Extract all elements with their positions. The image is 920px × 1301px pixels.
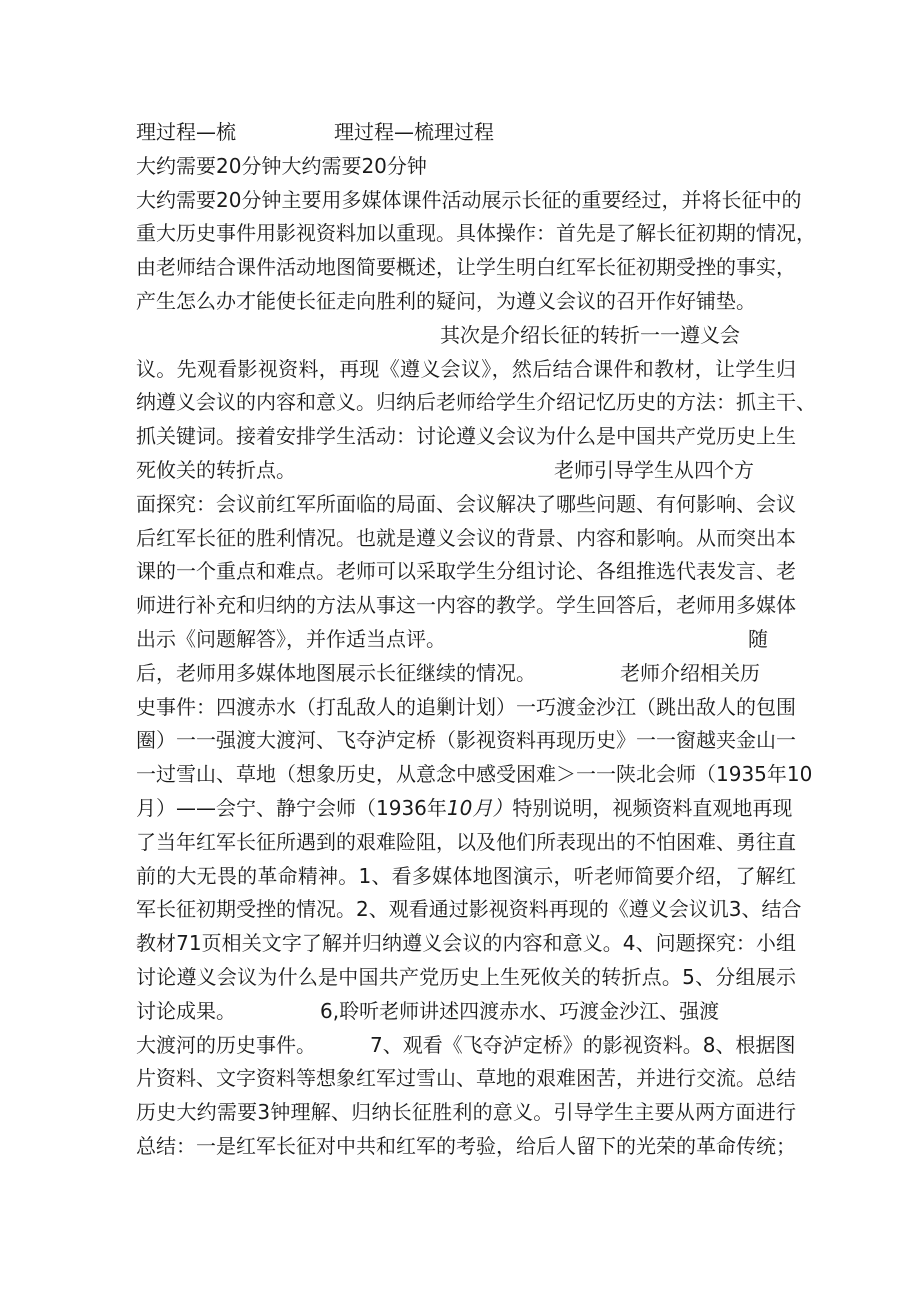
text-line: 面探究：会议前红军所面临的局面、会议解决了哪些问题、有何影响、会议 (136, 491, 796, 516)
text-line (136, 1029, 796, 1063)
text-part: 特别说明，视频资料直观地再现 (512, 795, 793, 820)
text-line: 教材71页相关文字了解并归纳遵义会议的内容和意义。4、问题探究：小组 (136, 931, 796, 956)
text-line: 历史大约需要3钟理解、归纳长征胜利的意义。引导学生主要从两方面进行 (136, 1100, 796, 1125)
text-line: 大约需要20分钟大约需要20分钟 (136, 153, 427, 178)
text-line: 了当年红军长征所遇到的艰难险阻，以及他们所表现出的不怕困难、勇往直 (136, 829, 796, 854)
text-segment: 大渡河的历史事件。 (136, 1032, 316, 1057)
text-line: 后红军长征的胜利情况。也就是遵义会议的背景、内容和影响。从而突出本 (136, 525, 796, 550)
text-segment: 7、观看《飞夺泸定桥》的影视资料。8、根据图 (370, 1032, 796, 1057)
text-line: 重大历史事件用影视资料加以重现。具体操作：首先是了解长征初期的情况， (136, 221, 816, 246)
text-line (136, 319, 796, 353)
text-segment: 讨论成果。 (136, 998, 236, 1023)
text-line: 议。先观看影视资料，再现《遵义会议》，然后结合课件和教材，让学生归 (136, 356, 796, 381)
text-line: 总结：一是红军长征对中共和红军的考验，给后人留下的光荣的革命传统； (136, 1133, 796, 1158)
text-line: 前的大无畏的革命精神。1、看多媒体地图演示，听老师简要介绍，了解红 (136, 863, 796, 888)
text-segment: 理过程—梳 (136, 120, 236, 144)
text-line: 讨论遵义会议为什么是中国共产党历史上生死攸关的转折点。5、分组展示 (136, 964, 796, 989)
text-line: 纳遵义会议的内容和意义。归纳后老师给学生介绍记忆历史的方法：抓主干、 (136, 390, 816, 415)
text-line (136, 995, 796, 1029)
text-line: 一过雪山、草地（想象历史，从意念中感受困难＞一一陕北会师（1935年10 (136, 762, 813, 787)
text-segment: 死攸关的转折点。 (136, 457, 296, 482)
text-segment: 理过程—梳理过程 (334, 120, 494, 144)
italic-date: 10月） (446, 795, 513, 820)
text-line: 片资料、文字资料等想象红军过雪山、草地的艰难困苦，并进行交流。总结 (136, 1066, 796, 1091)
text-segment: 老师引导学生从四个方 (554, 457, 754, 482)
text-line: 抓关键词。接着安排学生活动：讨论遵义会议为什么是中国共产党历史上生 (136, 424, 796, 449)
text-line: 课的一个重点和难点。老师可以采取学生分组讨论、各组推选代表发言、老 (136, 559, 796, 584)
text-line: 史事件：四渡赤水（打乱敌人的追剿计划）一巧渡金沙江（跳出敌人的包围 (136, 694, 796, 719)
text-segment: 后，老师用多媒体地图展示长征继续的情况。 (136, 660, 536, 685)
text-line (136, 116, 796, 150)
text-line: 师进行补充和归纳的方法从事这一内容的教学。学生回答后，老师用多媒体 (136, 593, 796, 618)
text-line (136, 657, 796, 691)
text-line (136, 623, 796, 657)
text-segment: 老师介绍相关历 (620, 660, 760, 685)
text-segment (136, 792, 792, 826)
text-line: 由老师结合课件活动地图简要概述，让学生明白红军长征初期受挫的事实， (136, 255, 796, 280)
document-body (136, 116, 816, 1164)
text-segment: 其次是介绍长征的转折一一遵义会 (440, 322, 740, 347)
text-segment: 6,聆听老师讲述四渡赤水、巧渡金沙江、强渡 (320, 998, 720, 1023)
text-line: 圈）一一强渡大渡河、飞夺泸定桥（影视资料再现历史》一一窗越夹金山一 (136, 728, 796, 753)
text-line: 军长征初期受挫的情况。2、观看通过影视资料再现的《遵义会议讥3、结合 (136, 897, 802, 922)
text-line (136, 792, 796, 826)
text-line: 大约需要20分钟主要用多媒体课件活动展示长征的重要经过，并将长征中的 (136, 187, 802, 212)
text-line (136, 454, 796, 488)
text-line: 产生怎么办才能使长征走向胜利的疑问，为遵义会议的召开作好铺垫。 (136, 288, 756, 313)
text-segment: 出示《问题解答》，并作适当点评。 (136, 626, 446, 651)
text-segment: 随 (748, 626, 768, 651)
text-part: 月）——会宁、静宁会师（1936年 (136, 795, 447, 820)
